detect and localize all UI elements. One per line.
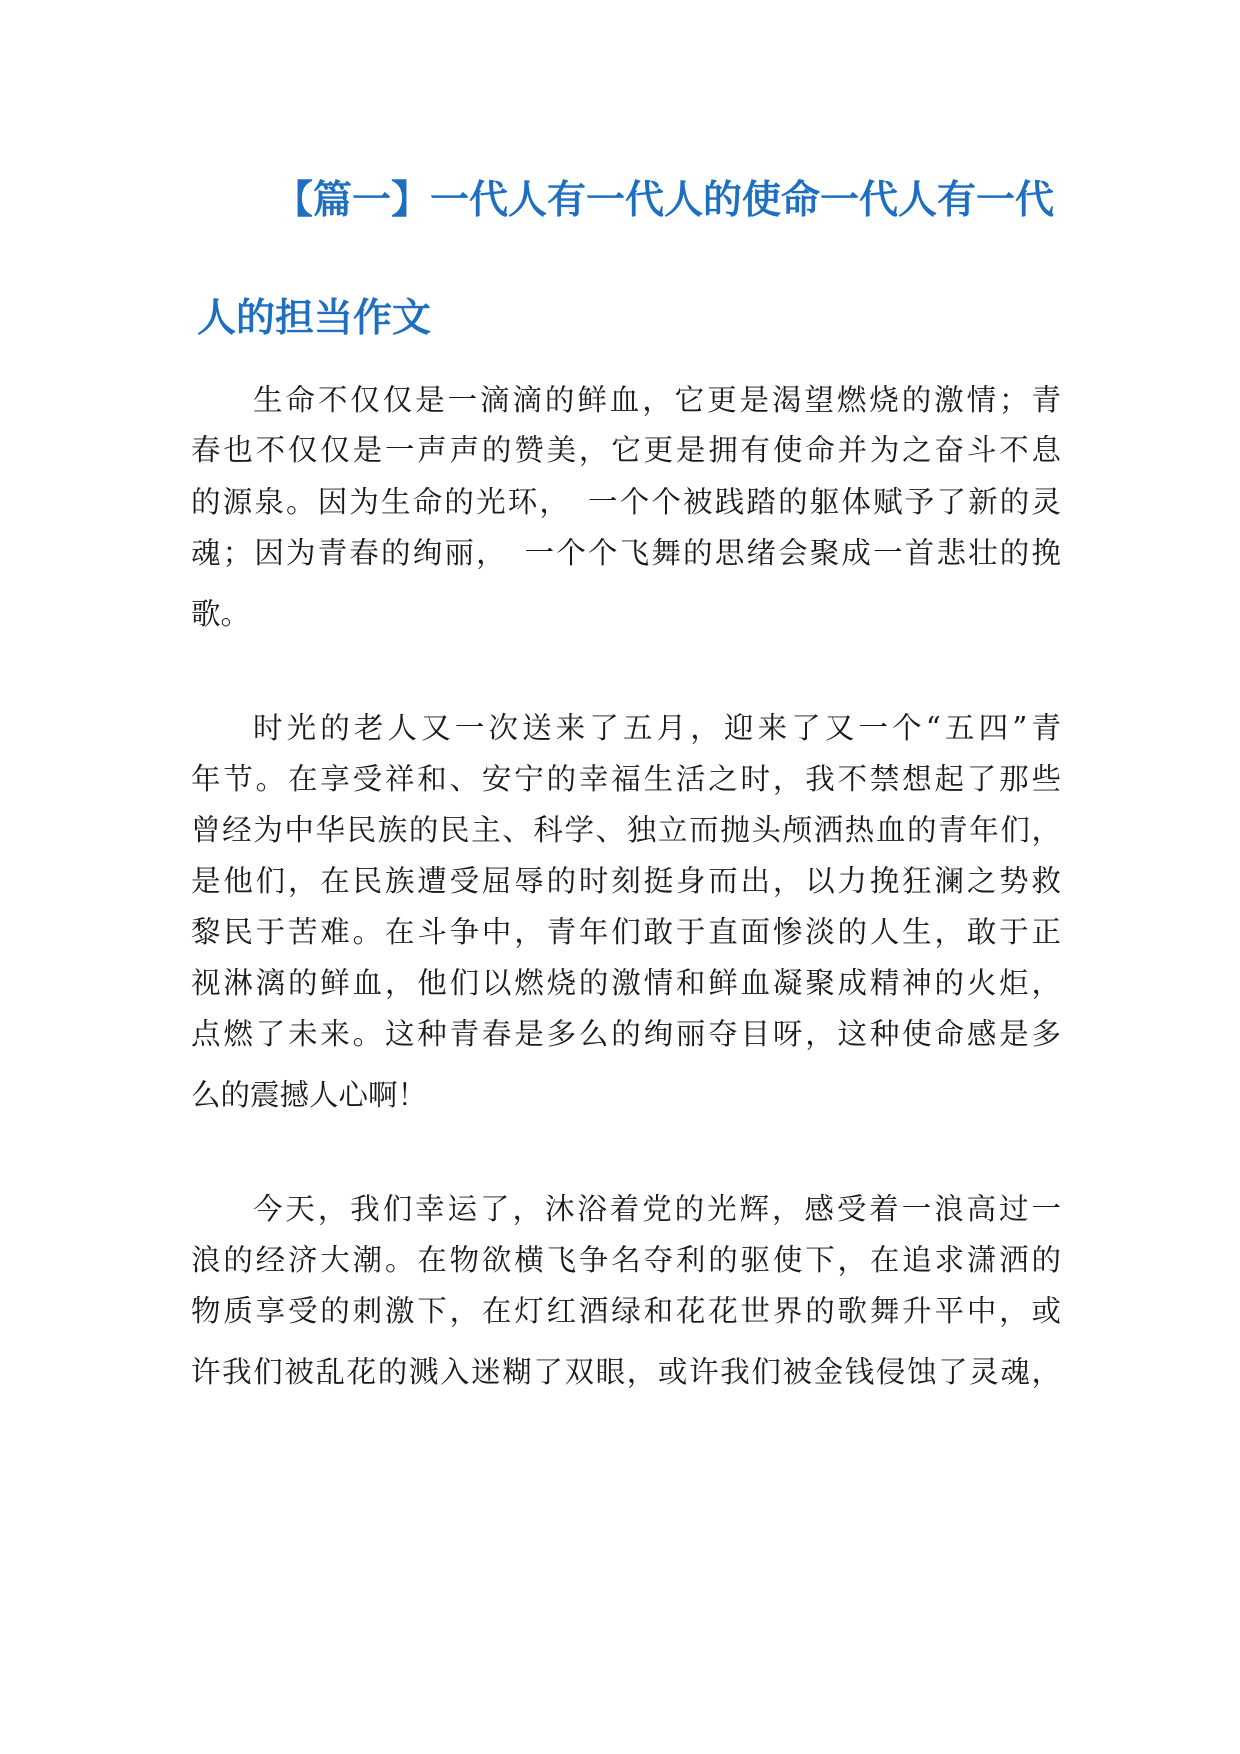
paragraph-line: 曾经为中华民族的民主、科学、独立而抛头颅洒热血的青年们， xyxy=(191,813,1061,847)
paragraph-line: 歌。 xyxy=(191,597,251,631)
paragraph-line: 许我们被乱花的溅入迷糊了双眼，或许我们被金钱侵蚀了灵魂， xyxy=(191,1355,1061,1389)
paragraph-line: 今天，我们幸运了，沐浴着党的光辉，感受着一浪高过一 xyxy=(253,1192,1061,1226)
document-title-line-2: 人的担当作文 xyxy=(197,296,432,341)
paragraph-line: 黎民于苦难。在斗争中，青年们敢于直面惨淡的人生，敢于正 xyxy=(191,915,1061,949)
paragraph-line: 么的震撼人心啊！ xyxy=(191,1078,428,1112)
paragraph-line: 物质享受的刺激下，在灯红酒绿和花花世界的歌舞升平中，或 xyxy=(191,1294,1061,1328)
paragraph-line: 的源泉。因为生命的光环， 一个个被践踏的躯体赋予了新的灵 xyxy=(191,485,1061,519)
paragraph-line: 年节。在享受祥和、安宁的幸福生活之时，我不禁想起了那些 xyxy=(191,762,1061,796)
document-title-line-1: 【篇一】一代人有一代人的使命一代人有一代 xyxy=(274,178,1055,223)
paragraph-line: 浪的经济大潮。在物欲横飞争名夺利的驱使下，在追求潇洒的 xyxy=(191,1243,1061,1277)
paragraph-line: 点燃了未来。这种青春是多么的绚丽夺目呀，这种使命感是多 xyxy=(191,1017,1061,1051)
paragraph-line: 魂；因为青春的绚丽， 一个个飞舞的思绪会聚成一首悲壮的挽 xyxy=(191,536,1061,570)
paragraph-line: 视淋漓的鲜血，他们以燃烧的激情和鲜血凝聚成精神的火炬， xyxy=(191,966,1061,1000)
paragraph-line: 生命不仅仅是一滴滴的鲜血，它更是渴望燃烧的激情；青 xyxy=(253,383,1061,417)
paragraph-line: 时光的老人又一次送来了五月，迎来了又一个“五四”青 xyxy=(253,711,1061,745)
paragraph-line: 是他们，在民族遭受屈辱的时刻挺身而出，以力挽狂澜之势救 xyxy=(191,864,1061,898)
paragraph-line: 春也不仅仅是一声声的赞美，它更是拥有使命并为之奋斗不息 xyxy=(191,433,1061,467)
